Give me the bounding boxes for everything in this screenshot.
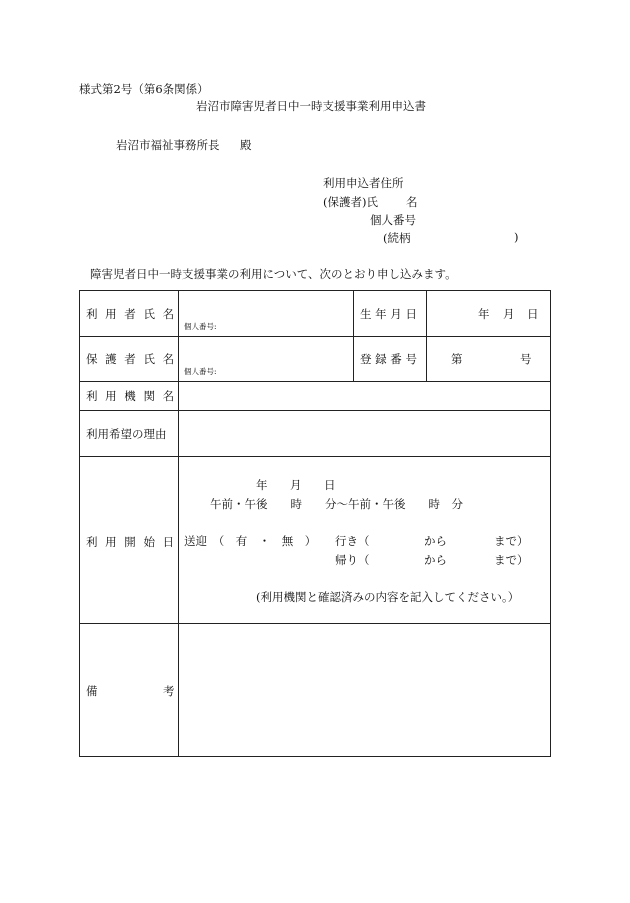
applicant-address-label: 利用申込者住所 <box>323 176 404 190</box>
row-divider <box>80 336 550 337</box>
birthdate-month: 月 <box>503 307 515 321</box>
column-divider <box>426 291 427 381</box>
start-year: 年 <box>256 478 268 492</box>
going-label: 行き（ <box>335 534 370 548</box>
relation-close: ) <box>514 230 519 244</box>
note-text: (利用機関と確認済みの内容を記入してください。） <box>256 590 520 604</box>
going-until-label: まで） <box>494 534 529 548</box>
honorific: 殿 <box>240 138 252 152</box>
guardian-name-table-label: 保 護 者 氏 名 <box>86 352 177 366</box>
transport-label: 送迎 （ 有 ・ 無 ） <box>184 534 317 548</box>
return-label: 帰り（ <box>335 553 370 567</box>
remarks-label-1: 備 <box>86 684 98 698</box>
row-divider <box>80 623 550 624</box>
intro-text: 障害児者日中一時支援事業の利用について、次のとおり申し込みます。 <box>90 267 457 281</box>
time-range-line: 午前・午後 時 分～午前・午後 時 分 <box>210 497 463 511</box>
registration-label: 登 録 番 号 <box>360 352 417 366</box>
row-divider <box>80 456 550 457</box>
start-month: 月 <box>290 478 302 492</box>
guardian-name-suffix: 名 <box>406 195 418 209</box>
guardian-id-small-label: 個人番号: <box>184 367 217 376</box>
column-divider <box>353 291 354 381</box>
application-form-table <box>79 290 551 757</box>
column-divider <box>178 291 179 756</box>
birthdate-label: 生 年 月 日 <box>360 307 417 321</box>
going-from-label: から <box>424 534 447 548</box>
birthdate-day: 日 <box>527 307 539 321</box>
applicant-id-number-label: 個人番号 <box>370 213 416 227</box>
return-from-label: から <box>424 553 447 567</box>
start-date-label: 利 用 開 始 日 <box>86 535 177 549</box>
birthdate-year: 年 <box>478 307 490 321</box>
form-number: 様式第2号（第6条関係） <box>79 82 209 96</box>
user-name-label: 利 用 者 氏 名 <box>86 307 177 321</box>
start-day: 日 <box>324 478 336 492</box>
registration-suffix: 号 <box>520 352 532 366</box>
user-id-small-label: 個人番号: <box>184 322 217 331</box>
reason-label: 利用希望の理由 <box>86 427 167 441</box>
relation-open: (続柄 <box>383 231 411 245</box>
addressee: 岩沼市福祉事務所長 <box>116 138 220 152</box>
row-divider <box>80 410 550 411</box>
form-title: 岩沼市障害児者日中一時支援事業利用申込書 <box>196 99 426 113</box>
facility-label: 利 用 機 関 名 <box>86 389 177 403</box>
remarks-label-2: 考 <box>163 684 175 698</box>
guardian-name-label: (保護者)氏 <box>323 195 378 209</box>
registration-prefix: 第 <box>451 352 463 366</box>
row-divider <box>80 381 550 382</box>
return-until-label: まで） <box>494 553 529 567</box>
